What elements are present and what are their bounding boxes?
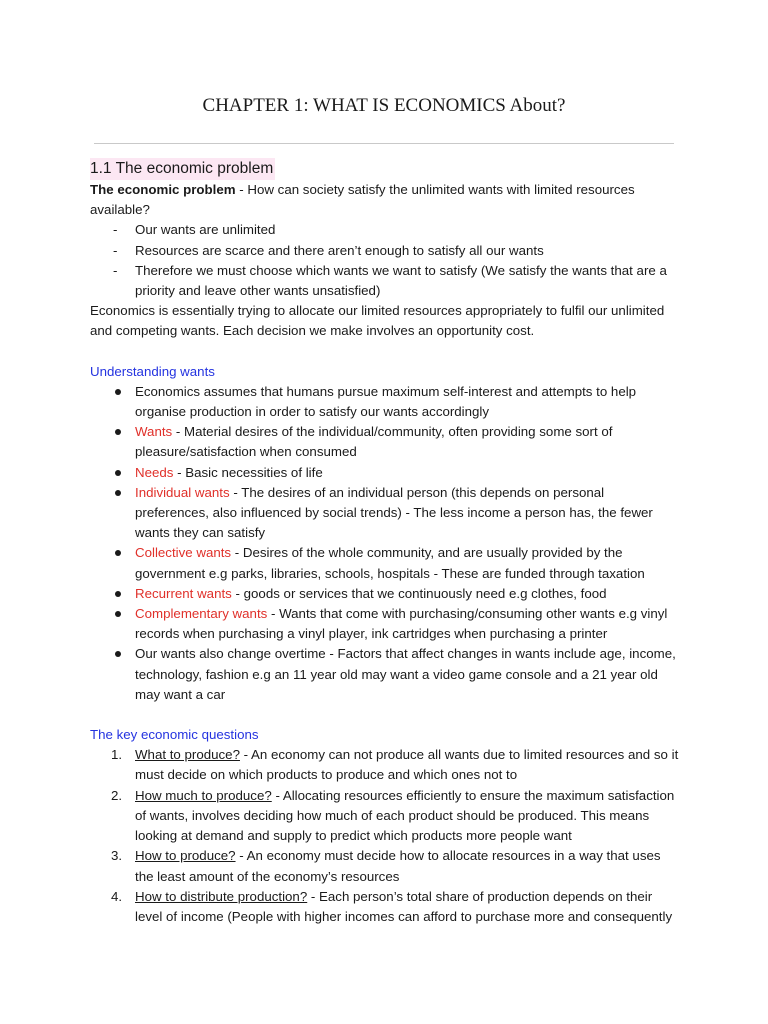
- understanding-wants-heading: Understanding wants: [90, 363, 215, 379]
- horizontal-divider: [94, 143, 674, 144]
- list-item-text: - Basic necessities of life: [173, 464, 323, 480]
- wants-bullet-list: [90, 382, 680, 705]
- list-number: 1.: [111, 747, 123, 763]
- dash-list: [90, 220, 680, 301]
- list-item: [90, 241, 680, 261]
- list-number: 2.: [111, 787, 123, 803]
- dash-marker: -: [113, 222, 118, 238]
- question-label: How to distribute production?: [135, 888, 308, 904]
- definition-text: - How can society satisfy the unlimited wants with limited resources available?: [90, 182, 635, 218]
- term-label: Wants: [135, 424, 173, 440]
- bullet-icon: [115, 611, 121, 617]
- list-item-text: - The desires of an individual person (this depends on personal preferences, also influenced by social trends) - The less income a person has, the fewer wants they can satisfy: [135, 484, 653, 541]
- term-label: Recurrent wants: [135, 585, 232, 601]
- list-item: [90, 483, 680, 544]
- list-item-text: - An economy can not produce all wants due to limited resources and so it must decide on which products to produce and which ones not to: [135, 747, 679, 783]
- definition-term: The economic problem: [90, 182, 236, 197]
- list-item: [90, 261, 680, 301]
- list-item-text: - Material desires of the individual/community, often providing some sort of pleasure/satisfaction when consumed: [135, 424, 613, 460]
- list-item: [90, 887, 680, 927]
- list-item: [90, 604, 680, 644]
- term-label: Needs: [135, 464, 174, 480]
- bullet-icon: [115, 490, 121, 496]
- list-item: [90, 422, 680, 462]
- list-item-text: - Allocating resources efficiently to ensure the maximum satisfaction of wants, involves deciding how much of each product should be produced. This means looking at demand and supply to predict which products more people want: [135, 787, 675, 844]
- question-label: How much to produce?: [135, 787, 272, 803]
- bullet-icon: [115, 550, 121, 556]
- term-label: Complementary wants: [135, 606, 268, 622]
- bullet-icon: [115, 591, 121, 597]
- list-item: [90, 543, 680, 583]
- list-number: 4.: [111, 888, 123, 904]
- list-item-text: Therefore we must choose which wants we want to satisfy (We satisfy the wants that are a priority and leave other wants unsatisfied): [135, 262, 667, 299]
- list-item-text: - Desires of the whole community, and are usually provided by the government e.g parks, libraries, schools, hospitals - These are funded through taxation: [135, 545, 645, 581]
- summary-paragraph: Economics is essentially trying to allocate our limited resources appropriately to fulfil our unlimited and competing wants. Each decision we make involves an opportunity cost.: [90, 303, 665, 339]
- list-item-text: Economics assumes that humans pursue maximum self-interest and attempts to help organise production in order to satisfy our wants accordingly: [135, 383, 637, 420]
- list-item-text: Our wants are unlimited: [135, 222, 276, 238]
- list-number: 3.: [111, 848, 123, 864]
- question-label: How to produce?: [135, 848, 236, 864]
- key-questions-list: [90, 745, 680, 927]
- dash-marker: -: [113, 262, 118, 278]
- list-item-text: Our wants also change overtime - Factors that affect changes in wants include age, income, technology, fashion e.g an 11 year old may want a video game console and a 21 year old may want a car: [135, 646, 676, 702]
- bullet-icon: [115, 470, 121, 476]
- bullet-icon: [115, 429, 121, 435]
- list-item: [90, 220, 680, 240]
- bullet-icon: [115, 389, 121, 395]
- document-body: [90, 158, 680, 927]
- list-item: [90, 584, 680, 604]
- list-item-text: - Each person’s total share of production depends on their level of income (People with higher incomes can afford to purchase more and consequently: [135, 888, 673, 924]
- key-questions-heading: The key economic questions: [90, 727, 259, 743]
- list-item-text: - An economy must decide how to allocate resources in a way that uses the least amount of the economy’s resources: [135, 848, 661, 884]
- list-item: [90, 463, 680, 483]
- question-label: What to produce?: [135, 747, 240, 763]
- list-item-text: Resources are scarce and there aren’t enough to satisfy all our wants: [135, 242, 544, 258]
- list-item-text: - goods or services that we continuously need e.g clothes, food: [231, 585, 607, 601]
- list-item: [90, 644, 680, 705]
- definition-paragraph: [90, 180, 680, 220]
- bullet-icon: [115, 651, 121, 657]
- list-item: [90, 786, 680, 847]
- list-item: [90, 846, 680, 886]
- term-label: Individual wants: [135, 484, 230, 500]
- list-item: [90, 745, 680, 785]
- list-item: [90, 382, 680, 422]
- dash-marker: -: [113, 242, 118, 258]
- list-item-text: - Wants that come with purchasing/consuming other wants e.g vinyl records when purchasing a vinyl player, ink cartridges when purchasing a printer: [135, 606, 668, 642]
- term-label: Collective wants: [135, 545, 232, 561]
- section-heading: 1.1 The economic problem: [90, 158, 275, 180]
- chapter-title: CHAPTER 1: WHAT IS ECONOMICS About?: [202, 95, 566, 116]
